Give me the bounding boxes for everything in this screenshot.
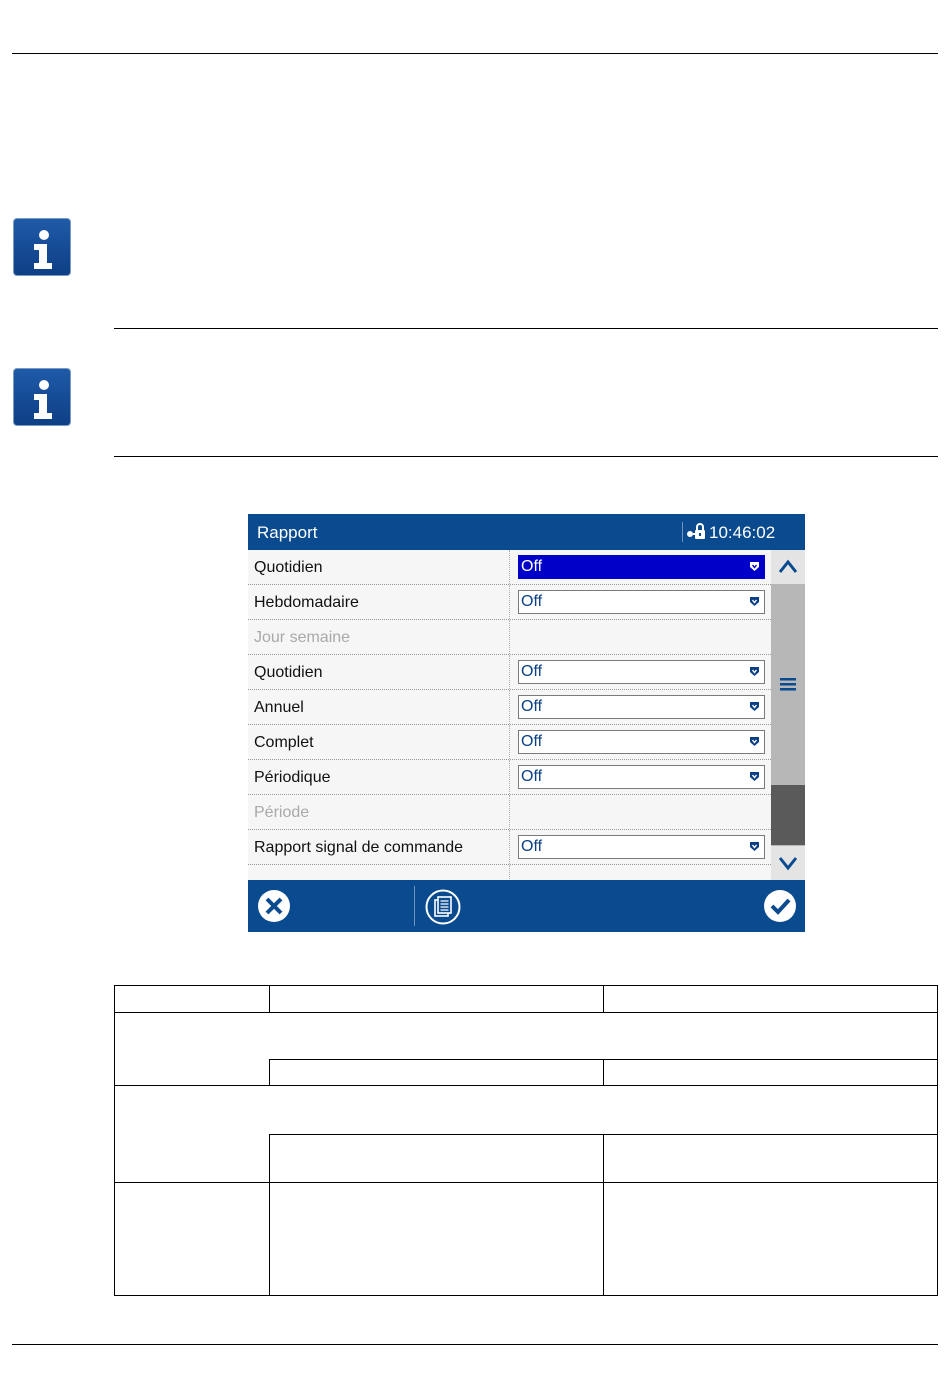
column-separator <box>509 585 511 619</box>
note-divider <box>114 328 938 329</box>
row-quotidien-2[interactable] <box>248 655 771 690</box>
row-periodique[interactable] <box>248 760 771 795</box>
table-border <box>603 985 604 1012</box>
quotidien-2-dropdown[interactable] <box>518 660 765 684</box>
row-rapport-signal[interactable] <box>248 830 771 865</box>
table-border <box>114 985 115 1296</box>
scroll-up-icon <box>771 550 805 584</box>
screen-title: Rapport <box>257 523 318 542</box>
document-icon <box>425 889 461 925</box>
title-bar <box>248 514 805 550</box>
row-complet[interactable] <box>248 725 771 760</box>
info-icon <box>13 218 71 276</box>
row-annuel[interactable] <box>248 690 771 725</box>
dropdown-value: Off <box>521 593 543 610</box>
periodique-dropdown[interactable] <box>518 765 765 789</box>
row-hebdomadaire[interactable] <box>248 585 771 620</box>
footer-rule <box>12 1344 938 1345</box>
table-border <box>603 1059 604 1085</box>
column-separator <box>509 655 511 689</box>
column-separator <box>509 830 511 864</box>
device-screen <box>248 514 805 932</box>
row-label: Quotidien <box>254 559 323 576</box>
table-border <box>114 985 938 986</box>
dropdown-value: Off <box>521 733 543 750</box>
column-separator <box>509 795 511 829</box>
row-label: Jour semaine <box>254 629 351 646</box>
cancel-icon <box>257 889 291 923</box>
column-separator <box>509 760 511 794</box>
dropdown-arrow-icon <box>749 736 760 747</box>
table-border <box>270 1059 938 1060</box>
table-border <box>114 1295 938 1296</box>
dropdown-arrow-icon <box>749 596 760 607</box>
row-label: Périodique <box>254 769 331 786</box>
dropdown-arrow-icon <box>749 701 760 712</box>
scrollbar[interactable] <box>771 550 805 880</box>
annuel-dropdown[interactable] <box>518 695 765 719</box>
row-periode <box>248 795 771 830</box>
dropdown-value: Off <box>521 768 543 785</box>
scroll-thumb[interactable] <box>771 785 805 845</box>
hebdomadaire-dropdown[interactable] <box>518 590 765 614</box>
bottom-separator <box>414 886 415 926</box>
dropdown-arrow-icon <box>749 666 760 677</box>
row-label: Période <box>254 804 310 821</box>
column-separator <box>509 550 511 584</box>
row-label: Complet <box>254 734 314 751</box>
dropdown-arrow-icon <box>749 771 760 782</box>
lock-icon <box>686 522 706 547</box>
dropdown-value: Off <box>521 838 543 855</box>
scroll-down-button[interactable] <box>771 846 805 880</box>
row-label: Rapport signal de commande <box>254 839 464 856</box>
note-divider <box>114 456 938 457</box>
row-label: Quotidien <box>254 664 323 681</box>
cancel-button[interactable] <box>257 889 291 928</box>
row-label: Hebdomadaire <box>254 594 359 611</box>
dropdown-value: Off <box>521 558 543 575</box>
quotidien-dropdown[interactable] <box>518 555 765 579</box>
table-border <box>114 1085 938 1086</box>
row-label: Annuel <box>254 699 304 716</box>
table-border <box>269 985 270 1012</box>
confirm-icon <box>763 889 797 923</box>
clock: 10:46:02 <box>709 523 776 542</box>
confirm-button[interactable] <box>763 889 797 928</box>
header-rule <box>12 53 938 54</box>
table-border <box>937 985 938 1296</box>
dropdown-value: Off <box>521 698 543 715</box>
table-border <box>270 1134 938 1135</box>
complet-dropdown[interactable] <box>518 730 765 754</box>
settings-list <box>248 550 771 880</box>
dropdown-value: Off <box>521 663 543 680</box>
title-separator <box>682 522 683 542</box>
table-border <box>269 1059 270 1085</box>
table-border <box>269 1134 270 1296</box>
dropdown-arrow-icon <box>749 561 760 572</box>
column-separator <box>509 620 511 654</box>
row-jour-semaine <box>248 620 771 655</box>
column-separator <box>509 690 511 724</box>
info-icon <box>13 368 71 426</box>
document-button[interactable] <box>425 889 461 930</box>
table-border <box>603 1134 604 1296</box>
menu-icon[interactable] <box>780 677 796 696</box>
column-separator <box>509 725 511 759</box>
row-quotidien[interactable] <box>248 550 771 585</box>
table-border <box>114 1012 938 1013</box>
dropdown-arrow-icon <box>749 841 760 852</box>
bottom-bar <box>248 880 805 932</box>
scroll-up-button[interactable] <box>771 550 805 584</box>
scroll-down-icon <box>771 846 805 880</box>
rapport-signal-dropdown[interactable] <box>518 835 765 859</box>
table-border <box>114 1182 938 1183</box>
